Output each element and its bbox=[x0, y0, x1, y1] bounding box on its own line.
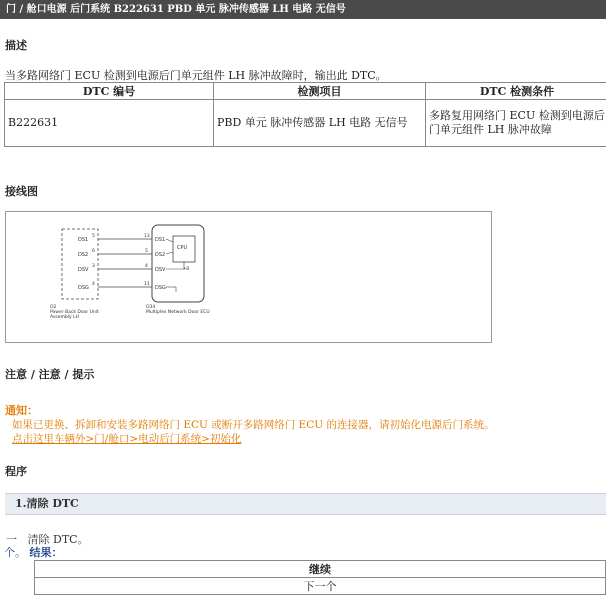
description-heading: 描述 bbox=[5, 39, 27, 52]
dtc-table-header-row bbox=[5, 83, 606, 100]
dtc-table bbox=[4, 82, 606, 147]
page-title: 门 / 舱口电源 后门系统 B222631 PBD 单元 脉冲传感器 LH 电路 无信号 bbox=[0, 0, 606, 19]
cpu-label: CPU bbox=[177, 245, 188, 251]
result-next-cell[interactable]: 下一个 bbox=[35, 578, 606, 595]
right-component-code: O34 bbox=[146, 305, 156, 310]
left-pin-label: DS1 bbox=[78, 237, 89, 243]
dtc-item-cell: PBD 单元 脉冲传感器 LH 电路 无信号 bbox=[214, 100, 426, 147]
dtc-col-header: 检测项目 bbox=[214, 83, 426, 100]
step-title: 1.清除 DTC bbox=[15, 497, 79, 510]
right-pin-label: DSG bbox=[155, 285, 166, 291]
notice-title: 通知： bbox=[5, 404, 38, 417]
left-pin-label: DS2 bbox=[78, 252, 89, 258]
right-pin-number: 4 bbox=[145, 264, 148, 269]
result-row bbox=[35, 578, 606, 595]
notes-heading: 注意 / 注意 / 提示 bbox=[5, 368, 95, 381]
result-label: 结果： bbox=[29, 546, 63, 559]
left-component-name: Power Back Door Unit bbox=[50, 310, 99, 315]
left-component-name-line2: Assembly LH bbox=[50, 315, 80, 320]
wiring-diagram bbox=[5, 211, 492, 343]
initialize-link[interactable]: 点击这里车辆外>门/舱口>电动后门系统>初始化 bbox=[12, 433, 242, 445]
right-pin-label: DS1 bbox=[155, 237, 166, 243]
result-header-row bbox=[35, 561, 606, 578]
left-pin-label: DSG bbox=[78, 285, 89, 291]
wiring-heading: 接线图 bbox=[5, 185, 38, 198]
right-component-name: Multiplex Network Door ECU bbox=[146, 310, 210, 315]
result-header-cell: 继续 bbox=[35, 561, 606, 578]
right-pin-label: DSV bbox=[155, 267, 166, 273]
left-component-code: O2 bbox=[50, 305, 57, 310]
notice-text: 如果已更换、拆卸和安装多路网络门 ECU 或断开多路网络门 ECU 的连接器，请初始化电源后门系统。 bbox=[12, 419, 495, 431]
right-pin-number: 13 bbox=[144, 234, 150, 239]
left-pin-label: DSV bbox=[78, 267, 89, 273]
left-pin-number: 3 bbox=[92, 264, 95, 269]
step-header bbox=[5, 493, 606, 515]
procedure-heading: 程序 bbox=[5, 465, 27, 478]
description-text: 当多路网络门 ECU 检测到电源后门单元组件 LH 脉冲故障时，输出此 DTC。 bbox=[5, 69, 387, 82]
left-pin-number: 6 bbox=[92, 249, 95, 254]
result-line bbox=[4, 544, 63, 560]
right-pin-label: DS2 bbox=[155, 252, 166, 258]
right-pin-number: 11 bbox=[144, 282, 150, 287]
left-pin-number: 5 bbox=[92, 234, 95, 239]
result-table bbox=[34, 560, 606, 595]
right-pin-number: 5 bbox=[145, 249, 148, 254]
left-pin-number: 4 bbox=[92, 282, 95, 287]
dtc-code-cell: B222631 bbox=[5, 100, 214, 147]
result-mark: 个。 bbox=[4, 546, 26, 559]
dtc-col-header: DTC 检测条件 bbox=[426, 83, 606, 100]
dtc-table-row bbox=[5, 100, 606, 147]
dtc-col-header: DTC 编号 bbox=[5, 83, 214, 100]
wiring-diagram-svg bbox=[6, 212, 491, 342]
voltage-label: +B bbox=[183, 266, 190, 271]
bullet-text: 清除 DTC。 bbox=[27, 533, 89, 546]
dtc-condition-cell: 多路复用网络门 ECU 检测到电源后门单元组件 LH 脉冲故障 bbox=[426, 100, 606, 147]
bullet-mark: 一 bbox=[6, 533, 17, 546]
